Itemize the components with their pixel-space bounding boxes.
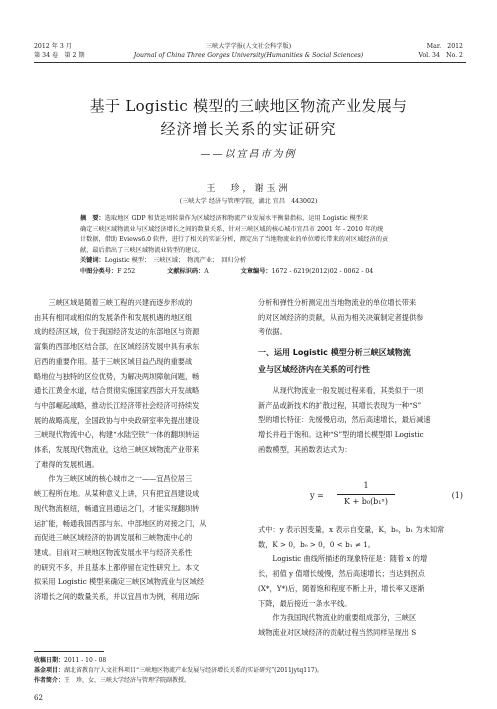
clc-label: 中图分类号： — [80, 267, 118, 275]
right-column-top — [258, 296, 423, 340]
text-line: 型的增长特征：先缓慢启动，然后高速增长，最后减速 — [258, 415, 431, 425]
formula-denominator: K + b₀(b₁ˣ) — [343, 497, 389, 506]
keywords-text: Logistic 模型； 三峡区域； 物流产业； 回归分析 — [104, 257, 247, 264]
header-vol-en: Vol. 34 No. 2 — [418, 52, 463, 59]
text-line: 运扩能，畅通我国西部与东、中部地区的对接之门，从 — [34, 518, 207, 528]
text-line: 式中：y 表示因变量，x 表示自变量，K，b₀，b₁ 为未知常 — [258, 525, 445, 534]
text-line: Logistic 曲线所描述的现象特征是：随着 x 的增 — [258, 554, 428, 564]
doc-code-label: 文献标识码： — [167, 267, 205, 275]
text-line: 作为我国现代物流业的重要组成部分，三峡区 — [258, 613, 417, 623]
text-line: 长，初值 y 值增长缓慢，然后高速增长；当达到拐点 — [258, 569, 425, 579]
fund-note — [34, 666, 323, 676]
fund-value: 湖北省教育厅人文社科项目“三峡地区物流产业发展与经济增长关系的实证研究”(2011jytq117)。 — [64, 667, 324, 674]
section1-title-line1: 一、运用 Logistic 模型分析三峡区域物流 — [258, 348, 411, 357]
header-volume: 第 34 卷 第 2 期 — [34, 52, 85, 59]
keywords-label: 关键词： — [80, 257, 105, 264]
text-line: 与中部崛起战略，推动长江经济带社会经济可持续发 — [34, 400, 200, 410]
formula-numerator: 1 — [363, 481, 369, 490]
text-line: 富集的西部地区结合部，在区域经济发展中具有承东 — [34, 342, 200, 352]
text-line: 的研究不多，并且基本上都停留在定性研究上。本文 — [34, 562, 200, 572]
received-value: 2011 - 10 - 08 — [64, 657, 107, 664]
author-bio-value: 王 珍，女，三峡大学经济与管理学院副教授。 — [64, 677, 191, 684]
right-column-bottom — [258, 523, 444, 641]
abstract-line: 献，最后指出了三峡区域物流业转型的建议。 — [80, 246, 204, 254]
author-bio-label: 作者简介： — [34, 677, 65, 684]
text-line: 考依据。 — [258, 327, 287, 337]
text-line: 数，K > 0，b₀ > 0，0 < b₁ ≠ 1。 — [258, 539, 375, 549]
text-line: 由其有相同或相似的发展条件和发展机遇的地区组 — [34, 312, 193, 322]
article-number-value: 1672 - 6219(2012)02 - 0062 - 04 — [271, 267, 374, 275]
clc-value: F 252 — [117, 267, 136, 275]
paper-title-line2: 经济增长关系的实证研究 — [160, 120, 337, 138]
text-line: 三峡区域是随着三峡工程的兴建而逐步形成的 — [34, 298, 193, 307]
text-line: 了难得的发展机遇。 — [34, 459, 99, 469]
text-line: 济增长之间的数量关系，并以宜昌市为例，利用边际 — [34, 592, 200, 602]
paper-subtitle: ——以宜昌市为例 — [200, 149, 297, 160]
text-line: 三峡现代物流中心，构建“水陆空铁”一体的翻坝转运 — [34, 430, 200, 440]
paper-authors: 王 珍，谢玉洲 — [206, 184, 291, 194]
doc-code-value: A — [204, 267, 209, 275]
section1-title-line2: 业与区域经济内在关系的可行性 — [258, 365, 370, 374]
right-column-mid — [258, 384, 431, 458]
paper-affiliation: (三峡大学 经济与管理学院，湖北 宜昌 443002) — [179, 198, 318, 205]
header-journal-en: Journal of China Three Gorges University(Humanities & Social Sciences) — [133, 52, 364, 59]
logistic-formula — [285, 480, 465, 514]
text-line: 而促进三峡区域经济的协调发展和三峡物流中心的 — [34, 533, 193, 543]
header-month-en: Mar. 2012 — [426, 43, 463, 50]
formula-lhs: y = — [310, 491, 324, 500]
formula-number: (1) — [451, 491, 463, 500]
received-label: 收稿日期： — [34, 657, 65, 664]
abstract-line: 计数据，借助 Eviews6.0 软件，进行了相关的实证分析，测定出了当地物流业的单位增长带来的对区域经济的贡 — [80, 236, 389, 243]
text-line: 峡工程所在地。从某种意义上讲，只有把宜昌建设成 — [34, 489, 200, 499]
text-line: 拟采用 Logistic 模型来确定三峡区域物流业与区域经 — [34, 577, 205, 587]
fund-label: 基金项目： — [34, 667, 65, 674]
text-line: 体系，发展现代物流业，这给三峡区域物流产业带来 — [34, 445, 200, 455]
text-line: 启西的重要作用。基于三峡区域目益凸现的重要战 — [34, 356, 193, 366]
received-date — [34, 656, 106, 666]
left-column — [34, 296, 207, 605]
paper-title-line1: 基于 Logistic 模型的三峡地区物流产业发展与 — [89, 97, 408, 115]
header-journal-cn: 三峡大学学报(人文社会科学版) — [205, 43, 292, 50]
text-line: 新产品或新技术的扩散过程，其增长表现为一种“S” — [258, 400, 422, 410]
formula-fraction-bar — [337, 494, 395, 495]
text-line: 域物流业对区域经济的贡献过程当然同样呈现出 S — [258, 627, 417, 637]
abstract-label: 摘 要： — [80, 215, 105, 222]
text-line: 成的经济区域，位于我国经济发达的东部地区与资源 — [34, 327, 200, 337]
abstract-line: 选取地区 GDP 和货运周转量作为区域经济和物流产业发展水平衡量指标，运用 Logistic 模型来 — [104, 215, 369, 222]
abstract-block — [80, 214, 420, 277]
text-line: 略地位与独特的区位优势，为解决两坝障航问题，畅 — [34, 371, 200, 381]
text-line: 从现代物流业一般发展过程来看，其类似于一项 — [258, 386, 424, 395]
text-line: 分析和弹性分析测定出当地物流业的单位增长带来 — [258, 298, 417, 307]
text-line: 增长并趋于饱和。这种“S”型的增长模型即 Logistic — [258, 430, 424, 440]
header-date: 2012 年 3 月 — [34, 43, 72, 50]
header-rule — [34, 62, 466, 63]
text-line: 下降，最后接近一条水平线。 — [258, 598, 352, 608]
article-number-label: 文章编号： — [240, 267, 272, 275]
text-line: 现代物流枢纽，畅通宜昌通运之门，才能实现翻坝转 — [34, 503, 200, 513]
footnote-rule — [34, 651, 104, 652]
text-line: 的对区域经济的贡献，从而为相关决策制定者提供参 — [258, 312, 424, 322]
page-number: 62 — [34, 694, 43, 702]
text-line: 建成。目前对三峡地区物流发展水平与经济关系性 — [34, 547, 193, 557]
text-line: 通长江黄金水道，结合贯彻实施国家西部大开发战略 — [34, 386, 200, 396]
text-line: 展的战略高度，全国政协与中央政研室率先提出建设 — [34, 415, 200, 425]
abstract-line: 确定三峡区域物流业与区域经济增长之间的数量关系，针对三峡区域的核心城市宜昌市 2001 年 - 2010 年的统 — [80, 225, 384, 233]
text-line: 函数模型，其函数表达式为： — [258, 444, 352, 454]
author-note — [34, 676, 190, 686]
text-line: (X*，Y*)后，随着饱和程度不断上升，增长率又逐渐 — [258, 583, 425, 593]
text-line: 作为三峡区域的核心城市之一——宜昌位居三 — [34, 474, 193, 484]
